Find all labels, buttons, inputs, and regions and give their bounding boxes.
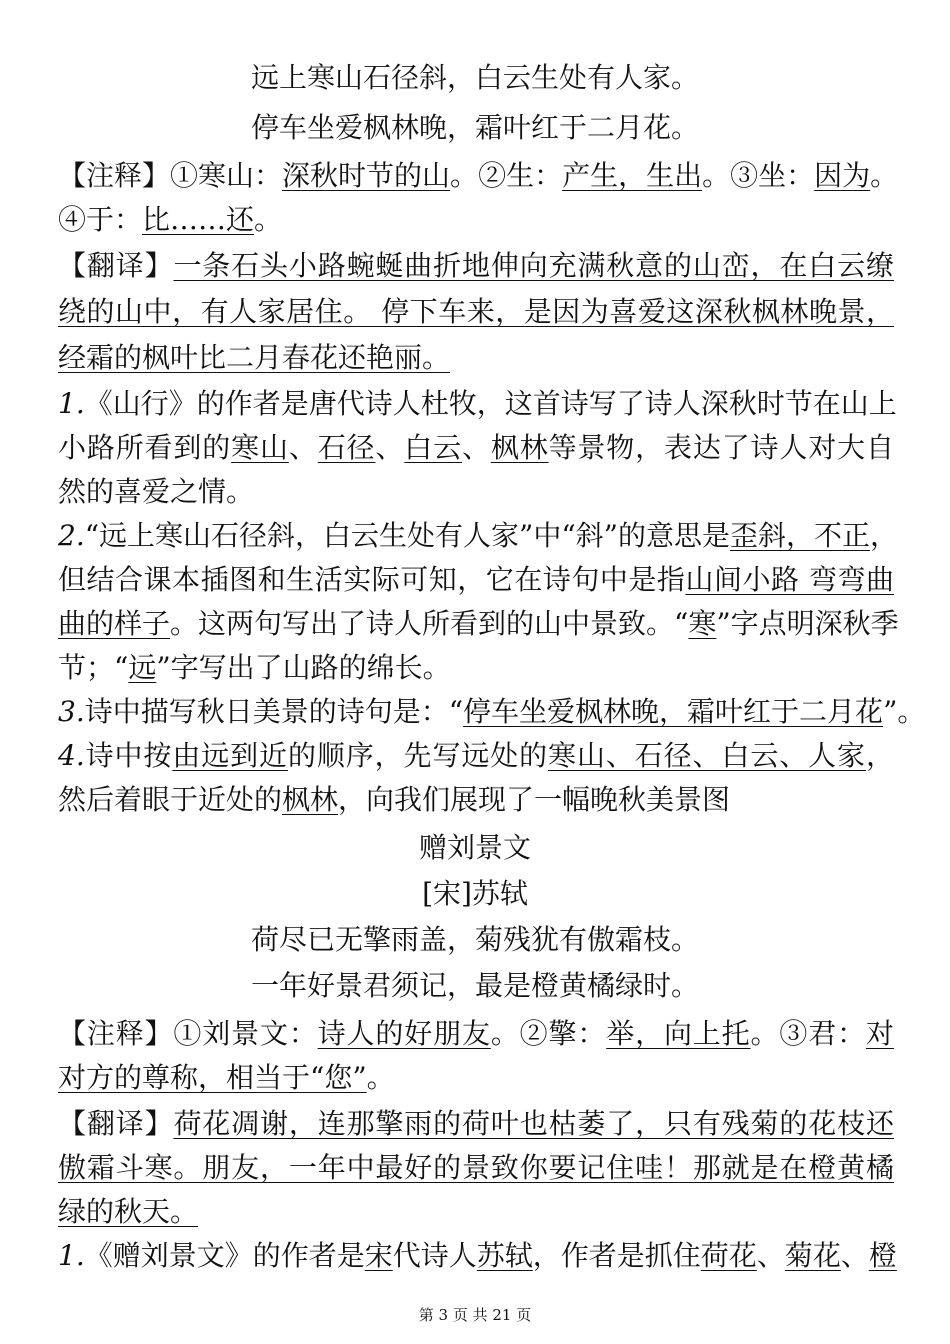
poem2-line2: 一年好景君须记，最是橙黄橘绿时。 <box>250 969 699 1002</box>
answer: 苏轼 <box>476 1239 533 1272</box>
question-number: 2. <box>58 519 85 552</box>
answer: 荷花 <box>700 1239 757 1272</box>
trans1-line3: 经霜的枫叶比二月春花还艳丽。 <box>58 341 451 374</box>
note-definition: 产生，生出 <box>562 159 703 192</box>
trans2-line3: 绿的秋天。 <box>58 1195 199 1228</box>
note-definition: 因为 <box>814 159 871 192</box>
poem1-line2: 停车坐爱枫林晚，霜叶红于二月花。 <box>250 111 699 144</box>
poem2-author: [宋]苏轼 <box>422 877 528 910</box>
answer: 歪斜，不正 <box>729 519 870 552</box>
answer: 石径 <box>317 431 376 464</box>
answer: 曲的样子 <box>58 607 171 640</box>
notes1-line2: ④于：比……还。 <box>58 203 283 236</box>
question-number: 1. <box>58 1239 85 1272</box>
answer: 宋 <box>364 1239 393 1272</box>
answer: 寒 <box>688 607 717 640</box>
poem2-title: 赠刘景文 <box>418 831 531 864</box>
q4-line2: 然后着眼于近处的枫林，向我们展现了一幅晚秋美景图 <box>58 783 731 816</box>
trans2-line1: 【翻译】荷花凋谢，连那擎雨的荷叶也枯萎了，只有残菊的花枝还 <box>58 1107 894 1140</box>
translation-label: 【翻译】 <box>58 249 174 282</box>
translation-label: 【翻译】 <box>58 1107 174 1140</box>
answer: 由远到近 <box>172 739 288 772</box>
q1-line1: 1.《山行》的作者是唐代诗人杜牧，这首诗写了诗人深秋时节在山上 <box>58 387 897 420</box>
answer: 停车坐爱枫林晚，霜叶红于二月花 <box>463 695 884 728</box>
poem2-line1: 荷尽已无擎雨盖，菊残犹有傲霜枝。 <box>250 923 699 956</box>
q4-line1: 4.诗中按由远到近的顺序，先写远处的寒山、石径、白云、人家， <box>58 739 894 772</box>
answer: 白云 <box>404 431 462 464</box>
page-footer: 第 3 页 共 21 页 <box>418 1306 532 1324</box>
question-number: 4. <box>58 739 85 772</box>
notes-label: 【注释】 <box>58 1017 174 1050</box>
answer: 橙 <box>868 1239 897 1272</box>
note-definition: 对方的尊称，相当于“您” <box>58 1061 367 1094</box>
answer: 寒山、石径、白云、人家 <box>548 739 866 772</box>
q1-line3: 然的喜爱之情。 <box>58 475 255 508</box>
answer: 山间小路 弯弯曲 <box>685 563 894 596</box>
q2-line1: 2.“远上寒山石径斜，白云生处有人家”中“斜”的意思是歪斜，不正， <box>58 519 899 552</box>
trans1-line2: 绕的山中，有人家居住。 停下车来，是因为喜爱这深秋枫林晚景， <box>58 295 894 328</box>
note-definition: 对 <box>865 1017 894 1050</box>
q1-line2: 小路所看到的寒山、石径、白云、枫林等景物，表达了诗人对大自 <box>58 431 894 464</box>
poem1-line1: 远上寒山石径斜，白云生处有人家。 <box>250 61 699 94</box>
notes1-line1: 【注释】①寒山：深秋时节的山。②生：产生，生出。③坐：因为。 <box>58 159 899 192</box>
notes-label: 【注释】 <box>58 159 171 192</box>
notes2-line1: 【注释】①刘景文：诗人的好朋友。②擎：举，向上托。③君：对 <box>58 1017 894 1050</box>
trans2-line2: 傲霜斗寒。朋友，一年中最好的景致你要记住哇！那就是在橙黄橘 <box>58 1151 894 1184</box>
q2-line4: 节；“远”字写出了山路的绵长。 <box>58 651 451 684</box>
answer: 枫林 <box>282 783 339 816</box>
q2-line3: 曲的样子。这两句写出了诗人所看到的山中景致。“寒”字点明深秋季 <box>58 607 899 640</box>
question-number: 3. <box>58 695 85 728</box>
answer: 枫林 <box>490 431 549 464</box>
note-definition: 诗人的好朋友 <box>317 1017 491 1050</box>
question-number: 1. <box>58 387 85 420</box>
note-definition: 比……还 <box>142 203 255 236</box>
answer: 远 <box>128 651 157 684</box>
notes2-line2: 对方的尊称，相当于“您”。 <box>58 1061 395 1094</box>
answer: 寒山 <box>231 431 289 464</box>
q5-line1: 1.《赠刘景文》的作者是宋代诗人苏轼，作者是抓住荷花、菊花、橙 <box>58 1239 897 1272</box>
q2-line2: 但结合课本插图和生活实际可知，它在诗句中是指山间小路 弯弯曲 <box>58 563 894 596</box>
note-definition: 举，向上托 <box>606 1017 751 1050</box>
note-definition: 深秋时节的山 <box>282 159 451 192</box>
q3-line1: 3.诗中描写秋日美景的诗句是：“停车坐爱枫林晚，霜叶红于二月花”。 <box>58 695 926 728</box>
answer: 菊花 <box>784 1239 841 1272</box>
trans1-line1: 【翻译】一条石头小路蜿蜒曲折地伸向充满秋意的山峦，在白云缭 <box>58 249 894 282</box>
